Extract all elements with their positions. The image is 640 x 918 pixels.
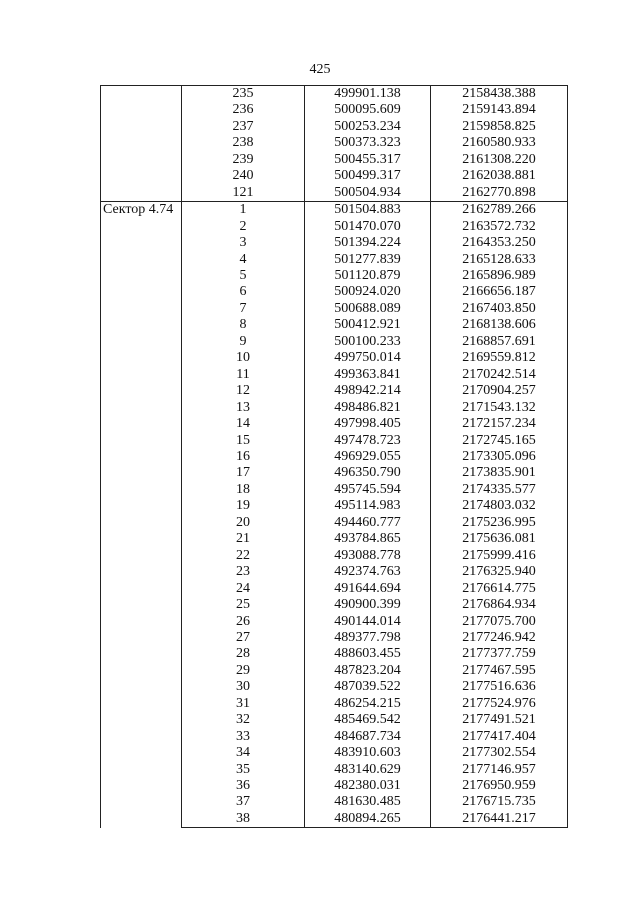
sector-name	[101, 86, 182, 202]
point-number: 237	[182, 119, 305, 135]
y-coordinate: 2176614.775	[431, 581, 568, 597]
point-number: 12	[182, 383, 305, 399]
point-number: 7	[182, 301, 305, 317]
table-row	[101, 202, 568, 219]
y-coordinate: 2177417.404	[431, 729, 568, 745]
point-number: 4	[182, 252, 305, 268]
x-coordinate: 490144.014	[305, 614, 431, 630]
x-coordinate: 489377.798	[305, 630, 431, 646]
y-coordinate: 2175236.995	[431, 515, 568, 531]
x-coordinate: 500455.317	[305, 152, 431, 168]
y-coordinate: 2177467.595	[431, 663, 568, 679]
coordinates-table-body	[101, 86, 568, 828]
y-coordinate: 2177377.759	[431, 646, 568, 662]
x-coordinate: 501277.839	[305, 252, 431, 268]
y-coordinate: 2177075.700	[431, 614, 568, 630]
point-number: 23	[182, 564, 305, 580]
x-coordinate: 493784.865	[305, 531, 431, 547]
point-number: 24	[182, 581, 305, 597]
x-coordinate: 482380.031	[305, 778, 431, 794]
point-number: 16	[182, 449, 305, 465]
x-coordinate: 495745.594	[305, 482, 431, 498]
point-number: 11	[182, 367, 305, 383]
x-coordinate: 487823.204	[305, 663, 431, 679]
point-number: 2	[182, 219, 305, 235]
y-coordinate: 2167403.850	[431, 301, 568, 317]
y-coordinate: 2163572.732	[431, 219, 568, 235]
y-coordinate: 2175636.081	[431, 531, 568, 547]
x-coordinate: 499901.138	[305, 86, 431, 103]
x-coordinate: 496929.055	[305, 449, 431, 465]
point-number: 32	[182, 712, 305, 728]
x-coordinate: 500499.317	[305, 168, 431, 184]
point-number: 1	[182, 202, 305, 219]
point-number: 35	[182, 762, 305, 778]
y-coordinate: 2175999.416	[431, 548, 568, 564]
x-coordinate: 499750.014	[305, 350, 431, 366]
x-coordinate: 500924.020	[305, 284, 431, 300]
y-coordinate: 2170242.514	[431, 367, 568, 383]
y-coordinate: 2177524.976	[431, 696, 568, 712]
y-coordinate: 2176325.940	[431, 564, 568, 580]
x-coordinate: 483910.603	[305, 745, 431, 761]
y-coordinate: 2174335.577	[431, 482, 568, 498]
y-coordinate: 2165128.633	[431, 252, 568, 268]
y-coordinate: 2165896.989	[431, 268, 568, 284]
x-coordinate: 491644.694	[305, 581, 431, 597]
x-coordinate: 498942.214	[305, 383, 431, 399]
point-number: 240	[182, 168, 305, 184]
y-coordinate: 2173835.901	[431, 465, 568, 481]
x-coordinate: 498486.821	[305, 400, 431, 416]
x-coordinate: 499363.841	[305, 367, 431, 383]
y-coordinate: 2161308.220	[431, 152, 568, 168]
point-number: 19	[182, 498, 305, 514]
x-coordinate: 497998.405	[305, 416, 431, 432]
y-coordinate: 2159858.825	[431, 119, 568, 135]
x-coordinate: 501120.879	[305, 268, 431, 284]
y-coordinate: 2177516.636	[431, 679, 568, 695]
y-coordinate: 2168138.606	[431, 317, 568, 333]
point-number: 21	[182, 531, 305, 547]
point-number: 238	[182, 135, 305, 151]
coordinates-table	[100, 85, 568, 828]
x-coordinate: 496350.790	[305, 465, 431, 481]
x-coordinate: 483140.629	[305, 762, 431, 778]
point-number: 235	[182, 86, 305, 103]
point-number: 38	[182, 811, 305, 828]
x-coordinate: 490900.399	[305, 597, 431, 613]
point-number: 236	[182, 102, 305, 118]
y-coordinate: 2169559.812	[431, 350, 568, 366]
y-coordinate: 2164353.250	[431, 235, 568, 251]
point-number: 34	[182, 745, 305, 761]
x-coordinate: 500412.921	[305, 317, 431, 333]
y-coordinate: 2170904.257	[431, 383, 568, 399]
x-coordinate: 501504.883	[305, 202, 431, 219]
y-coordinate: 2166656.187	[431, 284, 568, 300]
y-coordinate: 2172157.234	[431, 416, 568, 432]
point-number: 25	[182, 597, 305, 613]
point-number: 37	[182, 794, 305, 810]
point-number: 27	[182, 630, 305, 646]
y-coordinate: 2174803.032	[431, 498, 568, 514]
point-number: 3	[182, 235, 305, 251]
y-coordinate: 2172745.165	[431, 433, 568, 449]
x-coordinate: 492374.763	[305, 564, 431, 580]
y-coordinate: 2177302.554	[431, 745, 568, 761]
x-coordinate: 500253.234	[305, 119, 431, 135]
point-number: 6	[182, 284, 305, 300]
x-coordinate: 497478.723	[305, 433, 431, 449]
y-coordinate: 2177246.942	[431, 630, 568, 646]
sector-name: Сектор 4.74	[101, 202, 182, 828]
point-number: 30	[182, 679, 305, 695]
x-coordinate: 480894.265	[305, 811, 431, 828]
page-number: 425	[309, 62, 331, 77]
y-coordinate: 2176715.735	[431, 794, 568, 810]
point-number: 13	[182, 400, 305, 416]
point-number: 22	[182, 548, 305, 564]
point-number: 18	[182, 482, 305, 498]
y-coordinate: 2158438.388	[431, 86, 568, 103]
y-coordinate: 2159143.894	[431, 102, 568, 118]
point-number: 10	[182, 350, 305, 366]
y-coordinate: 2177146.957	[431, 762, 568, 778]
y-coordinate: 2160580.933	[431, 135, 568, 151]
point-number: 121	[182, 185, 305, 202]
y-coordinate: 2162038.881	[431, 168, 568, 184]
x-coordinate: 500688.089	[305, 301, 431, 317]
x-coordinate: 486254.215	[305, 696, 431, 712]
x-coordinate: 501470.070	[305, 219, 431, 235]
y-coordinate: 2176441.217	[431, 811, 568, 828]
x-coordinate: 500095.609	[305, 102, 431, 118]
x-coordinate: 487039.522	[305, 679, 431, 695]
table-row	[101, 86, 568, 103]
point-number: 29	[182, 663, 305, 679]
point-number: 8	[182, 317, 305, 333]
point-number: 9	[182, 334, 305, 350]
x-coordinate: 488603.455	[305, 646, 431, 662]
point-number: 33	[182, 729, 305, 745]
y-coordinate: 2168857.691	[431, 334, 568, 350]
point-number: 239	[182, 152, 305, 168]
y-coordinate: 2162770.898	[431, 185, 568, 202]
point-number: 15	[182, 433, 305, 449]
x-coordinate: 500100.233	[305, 334, 431, 350]
y-coordinate: 2177491.521	[431, 712, 568, 728]
point-number: 26	[182, 614, 305, 630]
x-coordinate: 500373.323	[305, 135, 431, 151]
y-coordinate: 2171543.132	[431, 400, 568, 416]
x-coordinate: 501394.224	[305, 235, 431, 251]
point-number: 31	[182, 696, 305, 712]
x-coordinate: 495114.983	[305, 498, 431, 514]
point-number: 17	[182, 465, 305, 481]
point-number: 28	[182, 646, 305, 662]
point-number: 20	[182, 515, 305, 531]
x-coordinate: 493088.778	[305, 548, 431, 564]
x-coordinate: 494460.777	[305, 515, 431, 531]
y-coordinate: 2176950.959	[431, 778, 568, 794]
point-number: 14	[182, 416, 305, 432]
x-coordinate: 484687.734	[305, 729, 431, 745]
point-number: 36	[182, 778, 305, 794]
y-coordinate: 2162789.266	[431, 202, 568, 219]
point-number: 5	[182, 268, 305, 284]
x-coordinate: 500504.934	[305, 185, 431, 202]
x-coordinate: 481630.485	[305, 794, 431, 810]
x-coordinate: 485469.542	[305, 712, 431, 728]
y-coordinate: 2176864.934	[431, 597, 568, 613]
y-coordinate: 2173305.096	[431, 449, 568, 465]
